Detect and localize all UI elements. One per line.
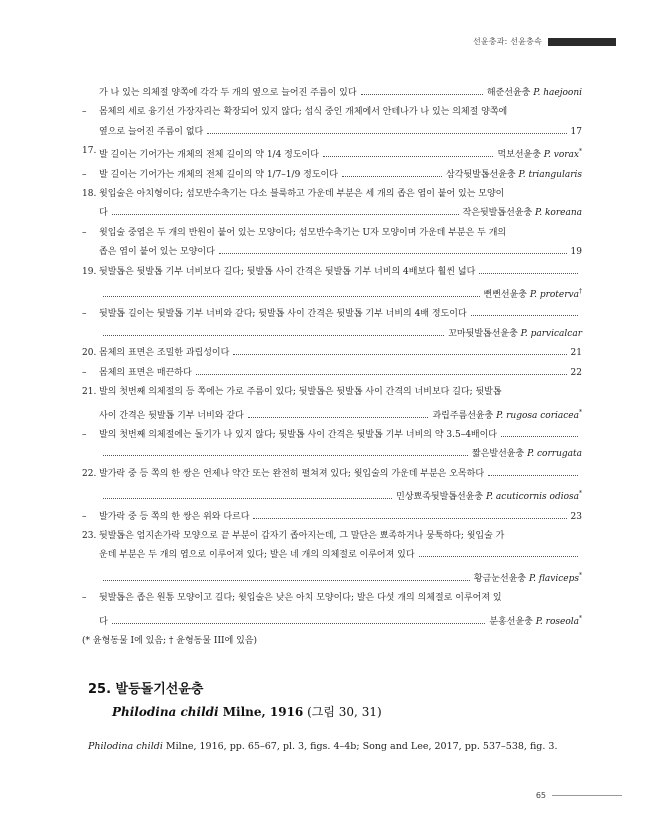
identification-key (82, 84, 582, 651)
key-line (99, 142, 582, 165)
couplet-number: – (82, 169, 87, 180)
key-line (99, 282, 582, 305)
key-line-text: 뒷발톱은 뒷발톱 기부 너비보다 길다; 뒷발톱 사이 간격은 뒷발톱 기부 너비의 4배보다 훨씬 넓다 (99, 266, 476, 277)
key-line (99, 566, 582, 589)
citation-text: Milne, 1916, pp. 65–67, pl. 3, figs. 4–4b; Song and Lee, 2017, pp. 537–538, fig. 3. (162, 741, 558, 752)
couplet-number: 22. (82, 468, 97, 479)
distribution-mark: * (579, 408, 582, 416)
key-result (571, 344, 582, 363)
key-line (99, 445, 582, 464)
key-line-text: 발 길이는 기어가는 개체의 전체 길이의 약 1/7–1/9 정도이다 (99, 169, 338, 180)
key-line (99, 263, 582, 282)
page-number: 65 (535, 791, 546, 800)
key-line (99, 403, 582, 426)
species-figure-reference: (그림 30, 31) (303, 705, 382, 719)
couplet-number: – (82, 309, 87, 320)
couplet-number: 18. (82, 189, 97, 200)
species-section-heading (88, 679, 382, 723)
dot-leader (103, 574, 470, 581)
couplet-text (99, 527, 582, 589)
key-couplet (82, 185, 582, 224)
key-line (99, 344, 582, 363)
couplet-text (99, 84, 582, 103)
key-line (99, 465, 582, 484)
page-footer (536, 791, 622, 800)
dot-leader (323, 150, 494, 157)
key-line (99, 546, 582, 565)
key-couplet (82, 263, 582, 306)
couplet-number (82, 84, 99, 103)
key-result (448, 325, 582, 344)
key-result (463, 204, 582, 223)
key-line (99, 527, 582, 546)
couplet-text (99, 344, 582, 363)
species-author: Milne, 1916 (218, 705, 304, 719)
species-title: 25. 발등돌기선윤충 (88, 682, 204, 697)
running-header-bar (548, 38, 616, 46)
key-line (99, 364, 582, 383)
dot-leader (471, 309, 578, 316)
couplet-number: – (82, 511, 87, 522)
couplet-number: 20. (82, 348, 97, 359)
key-line (99, 589, 582, 608)
key-line-text: 발 길이는 기어가는 개체의 전체 길이의 약 1/4 정도이다 (99, 150, 319, 161)
key-couplet (82, 508, 582, 527)
dot-leader (196, 368, 567, 375)
key-line (99, 305, 582, 324)
key-line (99, 243, 582, 262)
key-line-text: 윗입술은 아치형이다; 섬모반수축기는 다소 블룩하고 가운데 부분은 세 개의 좁은 엽이 붙어 있는 모양이 (99, 189, 505, 200)
key-result-text: 해준선윤충 P. haejooni (486, 88, 582, 98)
dot-leader (342, 170, 442, 177)
distribution-mark: * (579, 571, 582, 579)
key-result-text: 꼬마뒷발톱선윤충 P. parvicalcar (448, 328, 582, 339)
key-couplet (82, 383, 582, 426)
key-line-text: 윗입술 중엽은 두 개의 반원이 붙어 있는 모양이다; 섬모반수축기는 U자 모양이며 가운데 부분은 두 개의 (99, 227, 507, 238)
key-line (99, 484, 582, 507)
key-result (489, 609, 582, 632)
key-line (99, 426, 582, 445)
key-line (99, 103, 582, 122)
key-result-text: 짧은발선윤충 P. corrugata (472, 449, 582, 460)
key-line (99, 166, 582, 185)
dot-leader (233, 348, 566, 355)
key-couplet (82, 103, 582, 142)
key-result-text: 과립주름선윤충 P. rugosa coriacea (432, 410, 579, 421)
key-line-text: 발의 첫번째 의체절에는 돌기가 나 있지 않다; 뒷발톱 사이 간격은 뒷발톱 기부 너비의 약 3.5–4배이다 (99, 429, 497, 440)
key-couplet (82, 84, 582, 103)
couplet-text (99, 383, 582, 426)
key-line-text: 다 (99, 208, 108, 219)
key-result-text: 삼각뒷발톱선윤충 P. triangularis (446, 169, 582, 180)
key-couplet (82, 166, 582, 185)
dot-leader (103, 329, 444, 336)
key-line-text: 사이 간격은 뒷발톱 기부 너비와 같다 (99, 410, 244, 421)
couplet-number: 19. (82, 266, 97, 277)
key-line-text: 옆으로 늘어진 주름이 없다 (99, 126, 204, 137)
key-line (99, 383, 582, 402)
key-result (446, 166, 582, 185)
key-result-text: 작은뒷발톱선윤충 P. koreana (462, 208, 582, 219)
key-line (99, 185, 582, 204)
key-line (99, 204, 582, 223)
dot-leader (103, 492, 392, 499)
key-line-text: 몸체의 표면은 조밀한 과립성이다 (99, 348, 230, 359)
key-line-text: 다 (99, 616, 108, 627)
couplet-number: – (82, 593, 87, 604)
page-footer-rule (552, 795, 622, 796)
couplet-text (99, 426, 582, 465)
running-header (473, 36, 616, 47)
key-couplet (82, 589, 582, 632)
dot-leader (207, 127, 566, 134)
key-line (99, 609, 582, 632)
dot-leader (501, 430, 578, 437)
couplet-number: – (82, 107, 87, 118)
couplet-number: 17. (82, 146, 97, 157)
key-result (487, 84, 582, 103)
distribution-mark: * (579, 148, 582, 156)
dot-leader (248, 411, 429, 418)
key-result-text: 황금눈선윤충 P. flaviceps (473, 573, 579, 584)
couplet-text (99, 142, 582, 165)
citation-scientific-name: Philodina childi (88, 741, 163, 752)
key-result (432, 403, 582, 426)
key-result-text: 민상뾰족뒷발톱선윤충 P. acuticornis odiosa (396, 492, 579, 503)
synonymy-citation (88, 741, 558, 752)
key-couplet (82, 224, 582, 263)
key-line-text: 발가락 중 등 쪽의 한 쌍은 위와 다르다 (99, 511, 250, 522)
couplet-text (99, 263, 582, 306)
key-footnote: (* 윤형동물 I에 있음; † 윤형동물 III에 있음) (82, 635, 258, 646)
key-line-text: 발가락 중 등 쪽의 한 쌍은 언제나 약간 또는 완전히 펼쳐져 있다; 윗입술의 가운데 부분은 오목하다 (99, 468, 485, 479)
key-result (474, 566, 582, 589)
key-result-text: 분홍선윤충 P. roseola (489, 616, 579, 627)
key-couplet (82, 465, 582, 508)
key-line-text: 뒷발톱은 엄지손가락 모양으로 끝 부분이 갑자기 좁아지는데, 그 말단은 뾰족하거나 뭉툭하다; 윗입술 가 (99, 530, 505, 541)
dot-leader (103, 449, 468, 456)
key-line-text: 운데 부분은 두 개의 엽으로 이루어져 있다; 발은 네 개의 의체절로 이루어져 있다 (99, 550, 415, 561)
key-result (571, 243, 582, 262)
couplet-number: – (82, 367, 87, 378)
dot-leader (361, 88, 483, 95)
couplet-number: – (82, 227, 87, 238)
dot-leader (253, 512, 566, 519)
species-binomial-line (88, 701, 382, 723)
couplet-text (99, 508, 582, 527)
key-couplet (82, 527, 582, 589)
couplet-text (99, 224, 582, 263)
key-line-text: 몸체의 세로 융기선 가장자리는 확장되어 있지 않다; 섭식 중인 개체에서 안테나가 나 있는 의체절 양쪽에 (99, 107, 508, 118)
dot-leader (419, 550, 578, 557)
key-result-text: 23 (570, 511, 582, 522)
key-line (99, 123, 582, 142)
key-result (571, 123, 582, 142)
key-line (99, 224, 582, 243)
key-couplet (82, 305, 582, 344)
dot-leader (479, 267, 578, 274)
running-header-text: 선윤충과: 선윤충속 (472, 37, 542, 46)
key-result (396, 484, 582, 507)
key-line-text: 가 나 있는 의체절 양쪽에 각각 두 개의 옆으로 늘어진 주름이 있다 (99, 88, 357, 98)
key-line (99, 325, 582, 344)
couplet-text (99, 166, 582, 185)
distribution-mark: * (579, 490, 582, 498)
key-couplet (82, 426, 582, 465)
key-line (99, 84, 582, 103)
key-result (571, 508, 582, 527)
key-result-text: 22 (570, 367, 582, 378)
key-result-text: 17 (570, 126, 582, 137)
distribution-mark: † (579, 288, 582, 296)
couplet-text (99, 364, 582, 383)
key-couplet (82, 364, 582, 383)
key-line (99, 508, 582, 527)
couplet-number: – (82, 429, 87, 440)
couplet-text (99, 103, 582, 142)
couplet-number: 21. (82, 387, 97, 398)
key-line-text: 몸체의 표면은 매끈하다 (99, 367, 192, 378)
key-line-text: 좁은 엽이 붙어 있는 모양이다 (99, 247, 215, 258)
key-result (571, 364, 582, 383)
couplet-number: 23. (82, 530, 97, 541)
key-result-text: 뻔뻔선윤충 P. proterva (483, 290, 579, 301)
key-couplet (82, 344, 582, 363)
key-result-text: 21 (570, 348, 582, 359)
key-result (497, 142, 582, 165)
dot-leader (103, 290, 480, 297)
dot-leader (219, 247, 567, 254)
key-line-text: 뒷발톱은 좁은 원통 모양이고 길다; 윗입술은 낮은 아치 모양이다; 발은 다섯 개의 의체절로 이루어져 있 (99, 593, 502, 604)
key-result-text: 먹보선윤충 P. vorax (497, 150, 579, 161)
couplet-text (99, 589, 582, 632)
key-line-text: 발의 첫번째 의체절의 등 쪽에는 가로 주름이 있다; 뒷발톱은 뒷발톱 사이 간격의 너비보다 길다; 뒷발톱 (99, 387, 502, 398)
couplet-text (99, 305, 582, 344)
couplet-text (99, 185, 582, 224)
couplet-text (99, 465, 582, 508)
key-couplet (82, 142, 582, 165)
dot-leader (112, 617, 486, 624)
key-line-text: 뒷발톱 길이는 뒷발톱 기부 너비와 같다; 뒷발톱 사이 간격은 뒷발톱 기부 너비의 4배 정도이다 (99, 309, 467, 320)
species-scientific-name: Philodina childi (112, 705, 219, 719)
key-result-text: 19 (570, 247, 582, 258)
key-result (484, 282, 582, 305)
key-result (472, 445, 582, 464)
dot-leader (112, 208, 459, 215)
dot-leader (488, 469, 578, 476)
distribution-mark: * (579, 614, 582, 622)
